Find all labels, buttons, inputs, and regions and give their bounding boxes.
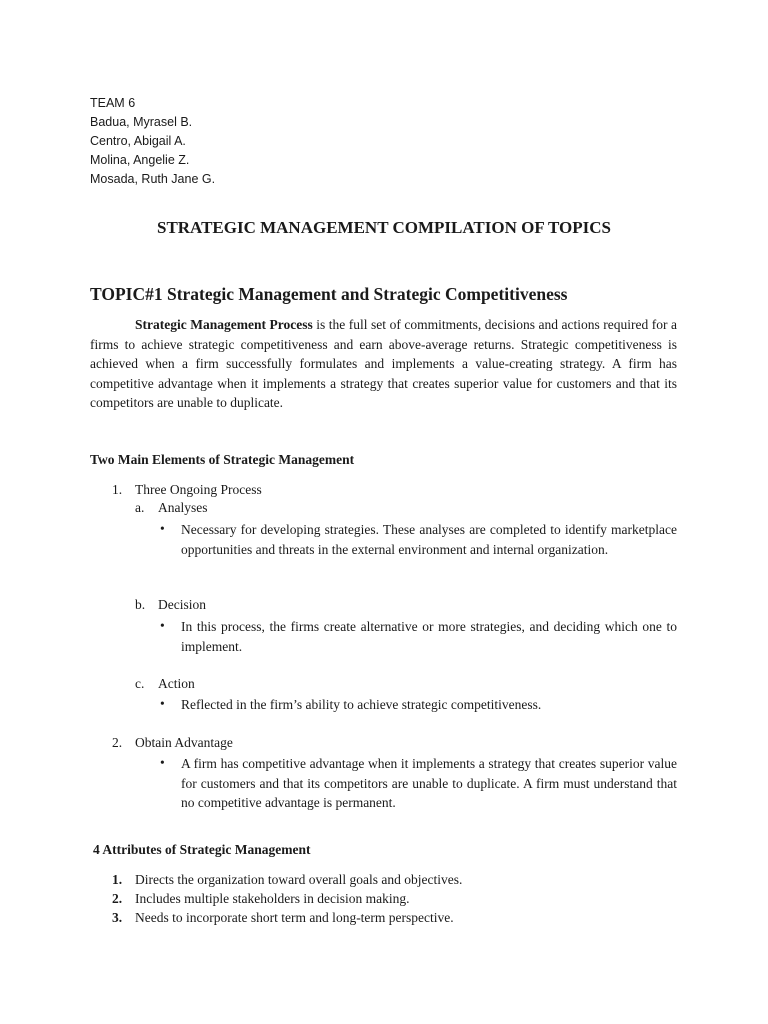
sub-item-label: Analyses [158,500,208,515]
bullet-icon: • [160,755,165,770]
list-number: 2. [112,735,123,750]
bullet-icon: • [160,521,165,536]
bullet-text: Reflected in the firm’s ability to achieve strategic competitiveness. [181,697,542,712]
bullet-icon: • [160,696,165,711]
team-member: Centro, Abigail A. [90,134,186,148]
list-number: 1. [112,482,123,497]
section-heading: 4 Attributes of Strategic Management [93,842,311,857]
bullet-text: Necessary for developing strategies. These analyses are completed to identify marketplace opportunities and threats in the external environment and internal organization. [181,522,677,557]
team-member: Mosada, Ruth Jane G. [90,172,216,186]
sub-item-label: Action [158,676,195,691]
list-number: 1. [112,872,123,887]
team-member: Molina, Angelie Z. [90,153,190,167]
list-number: 2. [112,891,123,906]
sub-letter: b. [135,597,146,612]
bullet-text: A firm has competitive advantage when it implements a strategy that creates superior value for customers and that its competitors are unable to duplicate. A firm must understand that no competitive advantage is permanent. [181,756,677,810]
sub-letter: c. [135,676,145,691]
definition-text: is the full set of commitments, decisions and actions required for a firms to achieve strategic competitiveness and earn above-average returns. Strategic competitiveness is achieved when a firm successfully formulates and implements a value-creating strategy. A firm has competitive advantage when it implements a strategy that creates superior value for customers and that its competitors are unable to duplicate. [90,317,677,410]
document-title: STRATEGIC MANAGEMENT COMPILATION OF TOPICS [156,218,612,237]
list-item-text: Directs the organization toward overall goals and objectives. [135,872,463,887]
bullet-text: In this process, the firms create alternative or more strategies, and deciding which one to implement. [181,619,677,654]
defined-term: Strategic Management Process [135,317,313,332]
section-heading: Two Main Elements of Strategic Management [90,452,355,467]
topic-paragraph [90,315,677,413]
sub-item-label: Decision [158,597,206,612]
team-block [90,94,215,189]
list-item-text: Needs to incorporate short term and long-term perspective. [135,910,454,925]
list-item-label: Obtain Advantage [135,735,233,750]
sub-letter: a. [135,500,145,515]
bullet-icon: • [160,618,165,633]
list-item-label: Three Ongoing Process [135,482,262,497]
team-label: TEAM 6 [90,96,136,110]
topic-heading: TOPIC#1 Strategic Management and Strategic Competitiveness [90,284,568,304]
team-member: Badua, Myrasel B. [90,115,193,129]
list-number: 3. [112,910,123,925]
list-item-text: Includes multiple stakeholders in decision making. [135,891,410,906]
